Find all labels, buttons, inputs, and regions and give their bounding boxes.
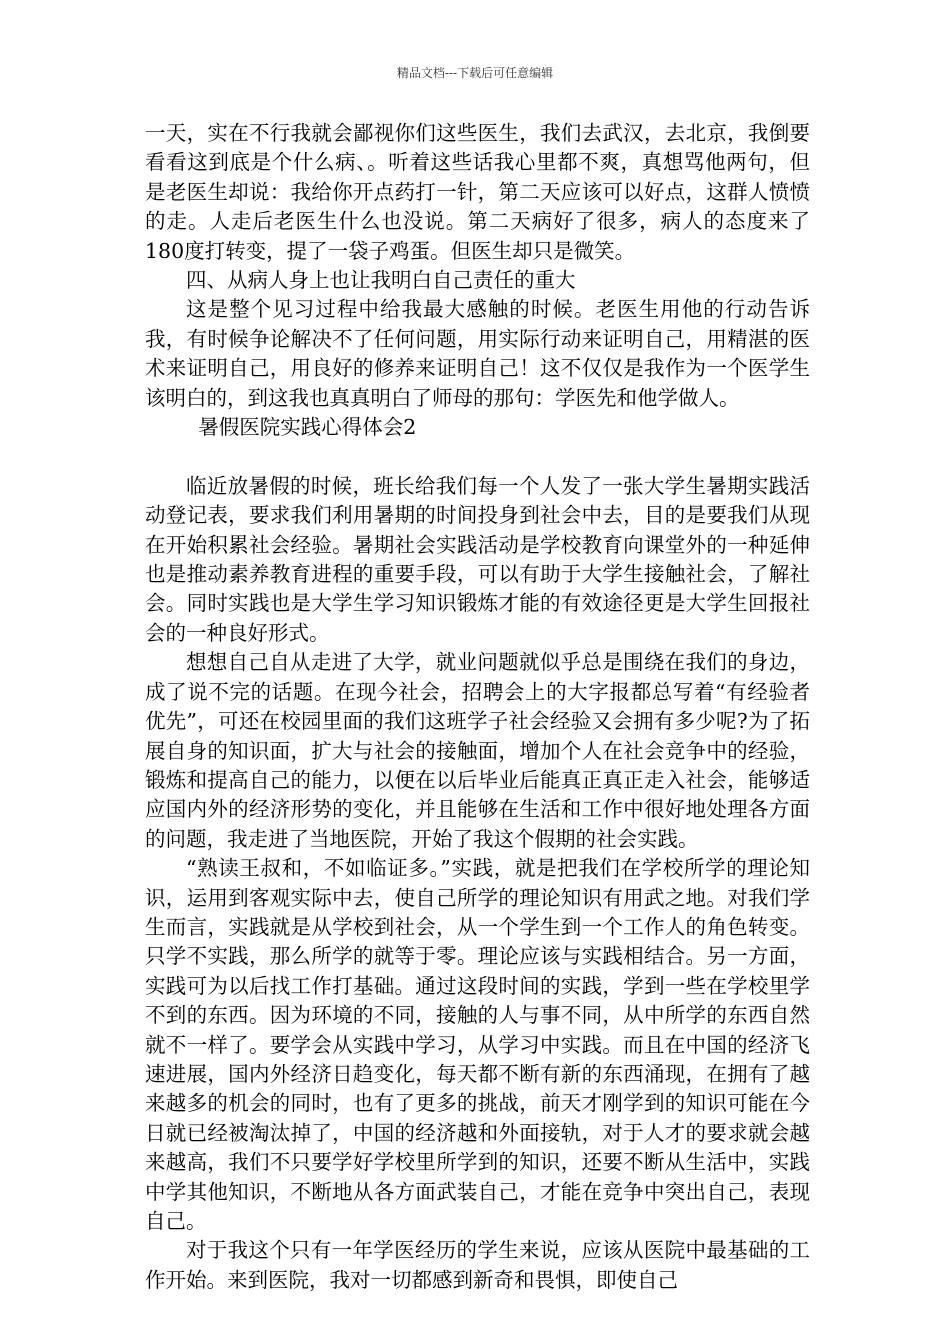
paragraph-3: 临近放暑假的时候，班长给我们每一个人发了一张大学生暑期实践活动登记表，要求我们利用暑期的时间投身到社会中去，目的是要我们从现在开始积累社会经验。暑期社会实践活动是学校教育向课堂外的一种延伸也是推动素养教育进程的重要手段，可以有助于大学生接触社会，了解社会。同时实践也是大学生学习知识锻炼才能的有效途径更是大学生回报社会的一种良好形式。 bbox=[145, 473, 810, 645]
article-title-2: 暑假医院实践心得体会2 bbox=[198, 415, 417, 440]
blank-line bbox=[145, 442, 810, 471]
document-body bbox=[145, 119, 810, 1295]
paragraph-6: 对于我这个只有一年学医经历的学生来说，应该从医院中最基础的工作开始。来到医院，我对一切都感到新奇和畏惧，即使自己 bbox=[145, 1238, 810, 1292]
paragraph-4: 想想自己自从走进了大学，就业问题就似乎总是围绕在我们的身边，成了说不完的话题。在现今社会，招聘会上的大字报都总写着“有经验者优先”，可还在校园里面的我们这班学子社会经验又会拥有多少呢?为了拓展自身的知识面，扩大与社会的接触面，增加个人在社会竞争中的经验，锻炼和提高自己的能力，以便在以后毕业后能真正真正走入社会，能够适应国内外的经济形势的变化，并且能够在生活和工作中很好地处理各方面的问题，我走进了当地医院，开始了我这个假期的社会实践。 bbox=[145, 650, 810, 851]
paragraph-2: 这是整个见习过程中给我最大感触的时候。老医生用他的行动告诉我，有时候争论解决不了任何问题，用实际行动来证明自己，用精湛的医术来证明自己，用良好的修养来证明自己！这不仅仅是我作为一个医学生该明白的，到这我也真真明白了师母的那句：学医先和他学做人。 bbox=[145, 297, 810, 410]
paragraph-1: 一天，实在不行我就会鄙视你们这些医生，我们去武汉，去北京，我倒要看看这到底是个什么病、。听着这些话我心里都不爽，真想骂他两句，但是老医生却说：我给你开点药打一针，第二天应该可以好点，这群人愤愤的走。人走后老医生什么也没说。第二天病好了很多，病人的态度来了180度打转变，提了一袋子鸡蛋。但医生却只是微笑。 bbox=[145, 121, 810, 263]
paragraph-5: “熟读王叔和，不如临证多。”实践，就是把我们在学校所学的理论知识，运用到客观实际中去，使自己所学的理论知识有用武之地。对我们学生而言，实践就是从学校到社会，从一个学生到一个工作人的角色转变。只学不实践，那么所学的就等于零。理论应该与实践相结合。另一方面，实践可为以后找工作打基础。通过这段时间的实践，学到一些在学校里学不到的东西。因为环境的不同，接触的人与事不同，从中所学的东西自然就不一样了。要学会从实践中学习，从学习中实践。而且在中国的经济飞速进展，国内外经济日趋变化，每天都不断有新的东西涌现，在拥有了越来越多的机会的同时，也有了更多的挑战，前天才刚学到的知识可能在今日就已经被淘汰掉了，中国的经济越和外面接轨，对于人才的要求就会越来越高，我们不只要学好学校里所学到的知识，还要不断从生活中，实践中学其他知识，不断地从各方面武装自己，才能在竞争中突出自己，表现自己。 bbox=[145, 856, 810, 1234]
section-heading-4: 四、从病人身上也让我明白自己责任的重大 bbox=[186, 268, 576, 293]
page-header: 精品文档---下载后可任意编辑 bbox=[396, 66, 554, 80]
